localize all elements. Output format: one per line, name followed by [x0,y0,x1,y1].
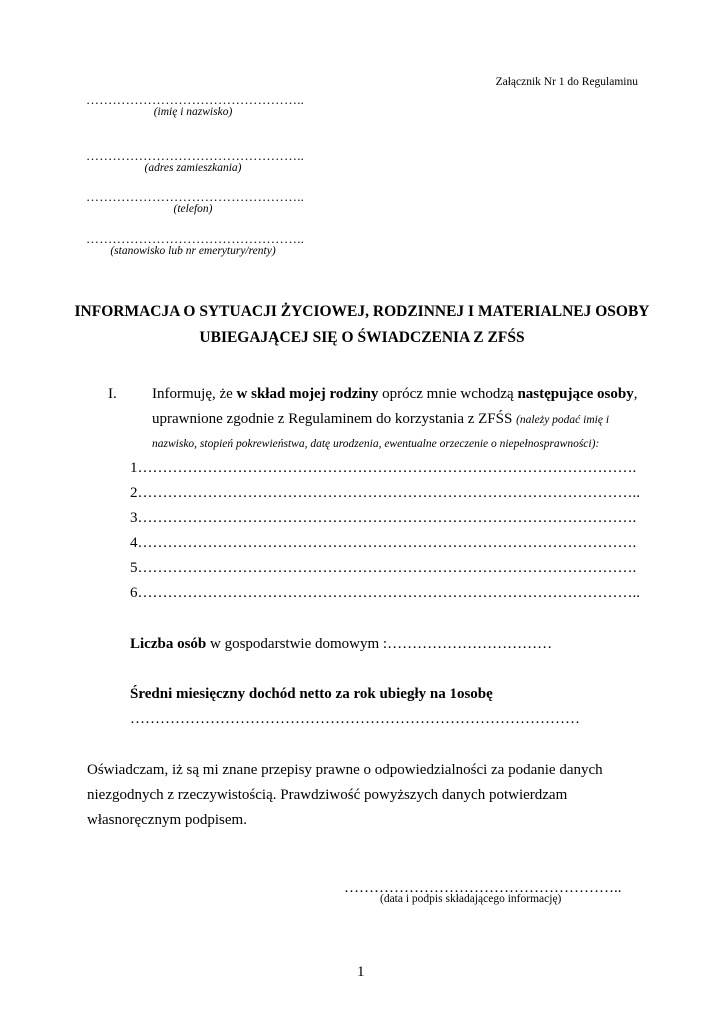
declaration-line3: własnoręcznym podpisem. [87,812,247,828]
section-intro-line1: Informuję, że w skład mojej rodziny oprócz mnie wchodzą następujące osoby, [152,386,638,402]
declaration-line2: niezgodnych z rzeczywistością. Prawdziwość powyższych danych potwierdzam [87,787,568,803]
family-member-line-5: 5………………………………………………………………………………………. [130,560,637,576]
form-title-line1: INFORMACJA O SYTUACJI ŻYCIOWEJ, RODZINNEJ I MATERIALNEJ OSOBY [74,303,650,320]
section-intro-line3: nazwisko, stopień pokrewieństwa, datę urodzenia, ewentualne orzeczenie o niepełnosprawności): [152,438,600,450]
phone-dots: ………………………………………….. [86,189,305,204]
position-caption: (stanowisko lub nr emerytury/renty) [110,245,276,257]
signature-dots: ……………………………………………….. [344,880,622,896]
page-number: 1 [357,964,365,980]
form-title-line2: UBIEGAJĄCEJ SIĘ O ŚWIADCZENIA Z ZFŚS [199,329,525,346]
family-member-line-2: 2……………………………………………………………………………………….. [130,485,640,501]
signature-caption: (data i podpis składającego informację) [380,893,562,905]
family-member-line-4: 4………………………………………………………………………………………. [130,535,637,551]
income-dots: ……………………………………………………………………………… [130,711,580,727]
phone-caption: (telefon) [173,203,213,215]
section-number: I. [108,386,117,402]
position-dots: ………………………………………….. [86,231,305,246]
family-member-line-6: 6……………………………………………………………………………………….. [130,585,640,601]
address-dots: ………………………………………….. [86,148,305,163]
household-size-line: Liczba osób w gospodarstwie domowym :…………………………… [130,636,553,652]
declaration-line1: Oświadczam, iż są mi znane przepisy prawne o odpowiedzialności za podanie danych [87,762,603,778]
name-caption: (imię i nazwisko) [153,106,233,118]
attachment-label: Załącznik Nr 1 do Regulaminu [495,76,638,88]
name-dots: ………………………………………….. [86,92,305,107]
family-member-line-3: 3………………………………………………………………………………………. [130,510,637,526]
section-intro-line2: uprawnione zgodnie z Regulaminem do korzystania z ZFŚS (należy podać imię i [152,411,610,427]
income-label: Średni miesięczny dochód netto za rok ubiegły na 1osobę [130,686,493,702]
family-member-line-1: 1………………………………………………………………………………………. [130,460,637,476]
address-caption: (adres zamieszkania) [144,162,242,174]
